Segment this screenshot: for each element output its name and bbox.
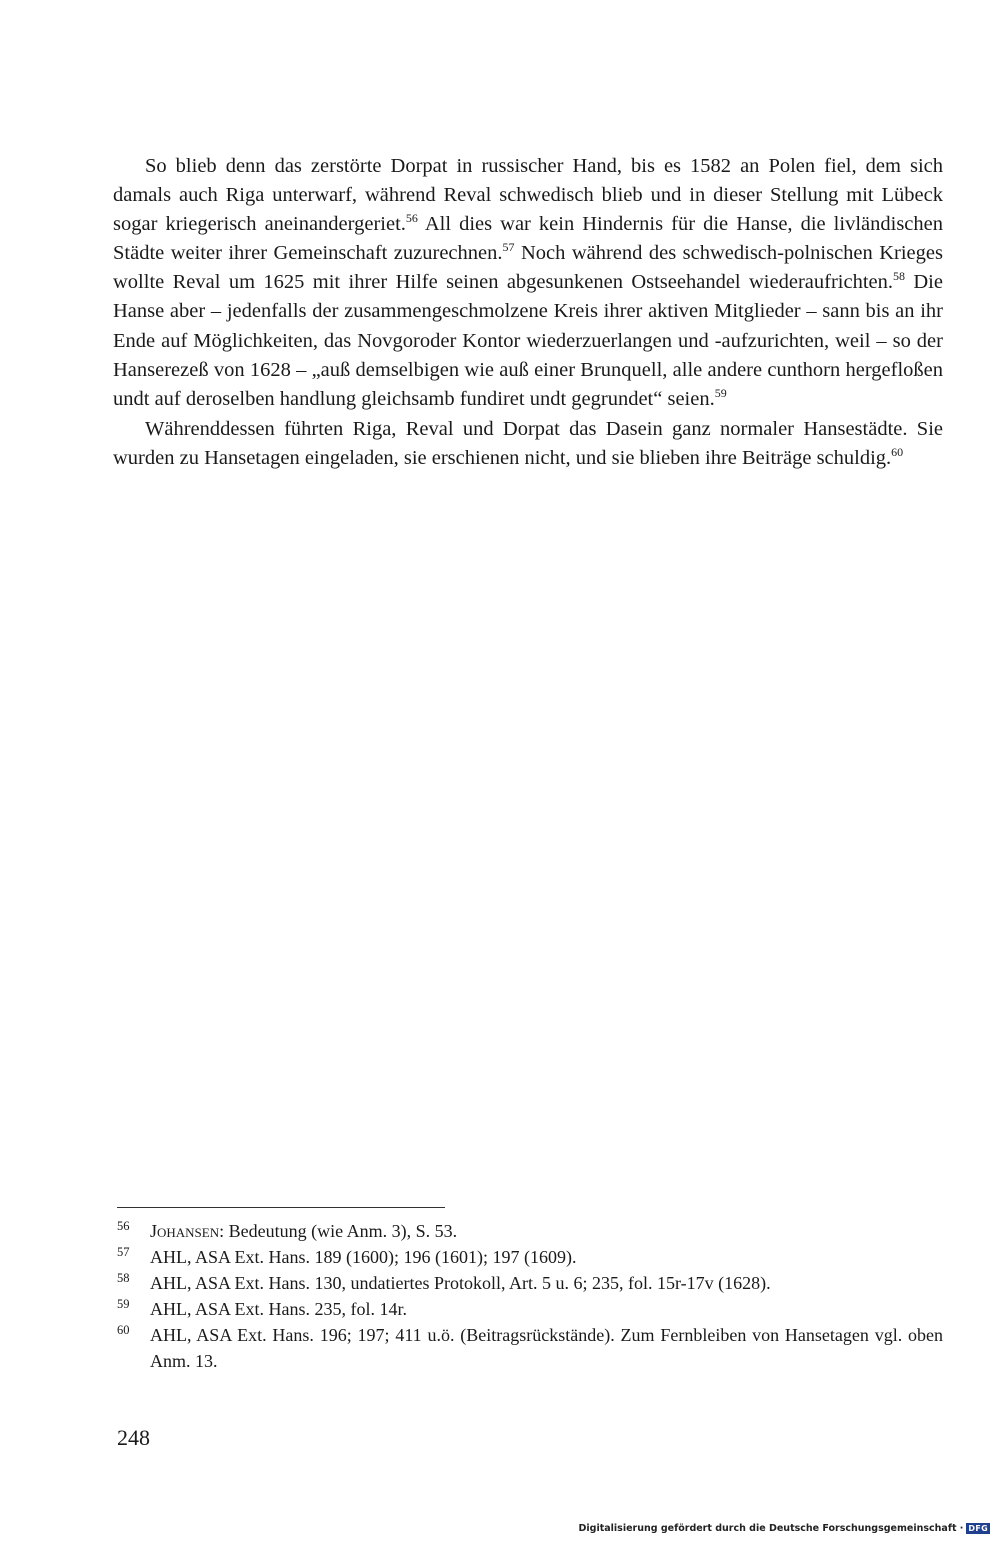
footnotes — [117, 1218, 943, 1374]
footnote-ref-58[interactable]: 58 — [893, 269, 905, 284]
footnote-number: 59 — [117, 1297, 130, 1311]
footnote-ref-60[interactable]: 60 — [891, 444, 904, 459]
body-text — [113, 152, 943, 473]
dfg-logo-icon: DFG — [968, 1524, 988, 1533]
paragraph-1-text-4: Die Hanse aber – jedenfalls der zusammengeschmolzene Kreis ihrer aktiven Mitglieder – sann bis an ihr Ende auf Möglichkeiten, das Novgoroder Kontor wiederzuerlangen und -aufzurichten, weil – so der Hanserezeß von 1628 – „auß demselbigen wie auß einer Brunquell, alle andere cunthorn hergefloßen undt auf deroselben handlung gleichsamb fundiret undt gegrundet“ seien. — [113, 271, 943, 410]
paragraph-1-text-1: So blieb denn das zerstörte Dorpat in russischer Hand, bis es 1582 an Polen fiel, dem sich damals auch Riga unterwarf, während Reval schwedisch blieb und in dieser Stellung mit Lübeck sogar kriegerisch aneinandergeriet. — [113, 155, 943, 236]
paragraph-1-text-3: Noch während des schwedisch-polnischen Krieges wollte Reval um 1625 mit ihrer Hilfe seinen abgesunkenen Ostseehandel wiederaufrichten. — [113, 242, 943, 294]
footnote-ref-57[interactable]: 57 — [502, 240, 515, 255]
paragraph-1 — [113, 152, 943, 414]
footnote-text: AHL, ASA Ext. Hans. 235, fol. 14r. — [150, 1299, 408, 1319]
page-number: 248 — [117, 1425, 150, 1450]
paragraph-2 — [113, 415, 943, 473]
footnote-60 — [117, 1322, 943, 1374]
footnote-number: 58 — [117, 1271, 130, 1285]
credit-text: Digitalisierung gefördert durch die Deutsche Forschungsgemeinschaft · — [578, 1523, 964, 1534]
footnote-ref-56[interactable]: 56 — [405, 211, 418, 226]
footnote-divider — [117, 1207, 445, 1208]
footnote-text: AHL, ASA Ext. Hans. 189 (1600); 196 (1601); 197 (1609). — [150, 1247, 577, 1267]
paragraph-2-text-1: Währenddessen führten Riga, Reval und Dorpat das Dasein ganz normaler Hansestädte. Sie wurden zu Hansetagen eingeladen, sie erschienen nicht, und sie blieben ihre Beiträge schuldig. — [113, 417, 943, 469]
footnote-number: 56 — [117, 1219, 130, 1233]
footnote-ref-59[interactable]: 59 — [714, 385, 727, 400]
paragraph-1-text-2: All dies war kein Hindernis für die Hanse, die livländischen Städte weiter ihrer Gemeinschaft zuzurechnen. — [113, 213, 943, 265]
footnote-author: Johansen — [150, 1221, 220, 1241]
footnote-58 — [117, 1270, 943, 1296]
footnote-59 — [117, 1296, 943, 1322]
footnote-57 — [117, 1244, 943, 1270]
footnote-text: AHL, ASA Ext. Hans. 130, undatiertes Protokoll, Art. 5 u. 6; 235, fol. 15r-17v (1628). — [150, 1273, 771, 1293]
digitization-credit — [579, 1523, 990, 1534]
footnote-text: AHL, ASA Ext. Hans. 196; 197; 411 u.ö. (Beitragsrückstände). Zum Fernbleiben von Hansetagen vgl. oben Anm. 13. — [150, 1325, 943, 1371]
footnote-56 — [117, 1218, 943, 1244]
footnote-number: 60 — [117, 1323, 130, 1337]
footnote-text: : Bedeutung (wie Anm. 3), S. 53. — [219, 1221, 458, 1241]
footnote-number: 57 — [117, 1245, 130, 1259]
